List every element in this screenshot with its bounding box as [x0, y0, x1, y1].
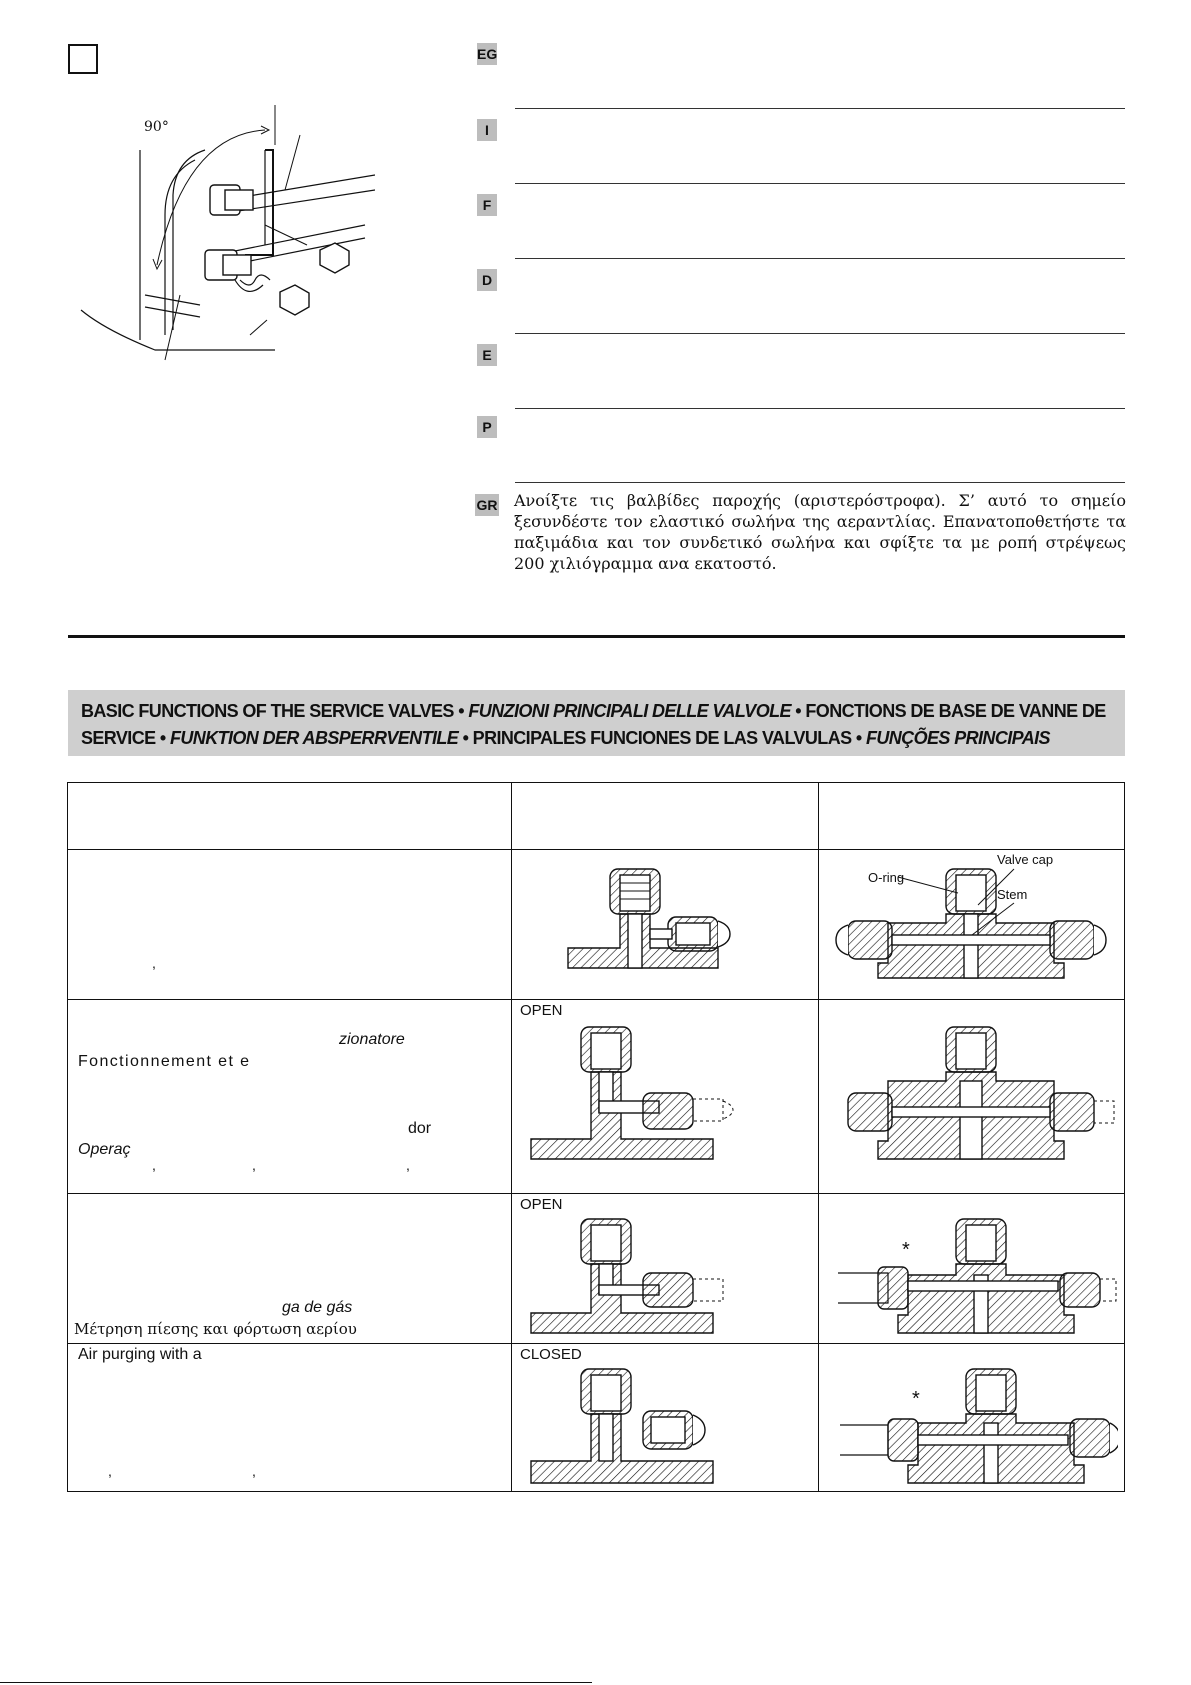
row4-comma: ,: [108, 1463, 112, 1479]
bottom-rule: [0, 1682, 592, 1683]
lang-tag-d: D: [477, 269, 497, 291]
angle-valve-shape: [531, 1027, 733, 1159]
section-banner: [68, 690, 1125, 756]
separator: [515, 258, 1125, 259]
row-divider: [68, 999, 1124, 1000]
row2-state: OPEN: [520, 1002, 563, 1019]
separator: [515, 482, 1125, 483]
row3-state: OPEN: [520, 1196, 563, 1213]
angle-valve-diagram-row2: [523, 1021, 803, 1181]
separator: [515, 183, 1125, 184]
row3-frag1: ga de gás: [282, 1299, 353, 1316]
angle-valve-shape: [531, 1219, 723, 1333]
three-way-valve-shape: [838, 1219, 1116, 1333]
banner-title: BASIC FUNCTIONS OF THE SERVICE VALVES • FUNZIONI PRINCIPALI DELLE VALVOLE • FONCTIONS DE BASE DE VANNE DE SERVICE • FUNKTION DER ABSPERRVENTILE • PRINCIPALES FUNCIONES DE LAS VALVULAS • FUNÇÕES PRINCIPAIS: [81, 701, 1106, 748]
angle-label: 90°: [144, 119, 169, 135]
row2-comma: ,: [152, 1157, 156, 1173]
three-way-valve-diagram-row1: [828, 863, 1118, 993]
three-way-valve-with-hose-row3: [828, 1215, 1118, 1345]
three-way-valve-shape: [848, 1027, 1114, 1159]
row2-comma: ,: [252, 1157, 256, 1173]
row4-asterisk: *: [912, 1388, 920, 1410]
angle-valve-diagram-row3: [523, 1215, 803, 1345]
figure-checkbox: [68, 44, 98, 74]
row4-comma: ,: [252, 1463, 256, 1479]
separator: [515, 333, 1125, 334]
section-divider: [68, 635, 1125, 638]
o-ring-label: O-ring: [868, 870, 905, 885]
separator: [515, 108, 1125, 109]
angle-valve-diagram-row4: [523, 1365, 803, 1490]
lang-tag-p: P: [477, 416, 497, 438]
three-way-valve-with-hose-row4: [828, 1365, 1118, 1490]
row2-frag1: zionatore: [339, 1031, 405, 1048]
angle-valve-shape: [568, 869, 730, 968]
three-way-valve-shape: [840, 1369, 1118, 1483]
column-divider: [511, 783, 512, 1491]
lang-tag-i: I: [477, 119, 497, 141]
row2-frag4: Operaç: [78, 1141, 131, 1158]
valve-cap-label: Valve cap: [997, 852, 1054, 867]
lang-tag-e: E: [477, 344, 497, 366]
stem-label: Stem: [997, 887, 1028, 902]
row1-comma: ,: [152, 955, 156, 971]
row-divider: [68, 1193, 1124, 1194]
three-way-valve-diagram-row2: [828, 1021, 1118, 1181]
row-divider: [68, 849, 1124, 850]
separator: [515, 408, 1125, 409]
lang-tag-f: F: [477, 194, 497, 216]
row4-state: CLOSED: [520, 1346, 582, 1363]
row3-asterisk: *: [902, 1239, 910, 1261]
angle-valve-shape: [531, 1369, 713, 1483]
row2-frag2: Fonctionnement et e: [78, 1053, 251, 1070]
angle-valve-diagram-row1: [558, 863, 788, 993]
service-valve-table: [67, 782, 1125, 1492]
valve-installation-figure: [75, 105, 375, 365]
greek-paragraph: Ανοίξτε τις βαλβίδες παροχής (αριστερόστροφα). Σ’ αυτό το σημείο ξεσυνδέστε τον ελαστικό σωλήνα της αεραντλίας. Επανατοποθετήστε τα παξιμάδια και τον συνδετικό σωλήνα και σφίξτε τα με ροπή στρέψεως 200 χιλιόγραμμα ανα εκατοστό.: [514, 491, 1126, 573]
three-way-valve-shape: [836, 869, 1106, 978]
column-divider: [818, 783, 819, 1491]
row3-frag2: Μέτρηση πίεσης και φόρτωση αερίου: [74, 1320, 357, 1338]
lang-tag-eg: EG: [477, 43, 497, 65]
row2-comma: ,: [406, 1157, 410, 1173]
row2-frag3: dor: [408, 1120, 432, 1137]
row4-frag1: Air purging with a: [78, 1346, 202, 1363]
lang-tag-gr: GR: [475, 494, 499, 516]
